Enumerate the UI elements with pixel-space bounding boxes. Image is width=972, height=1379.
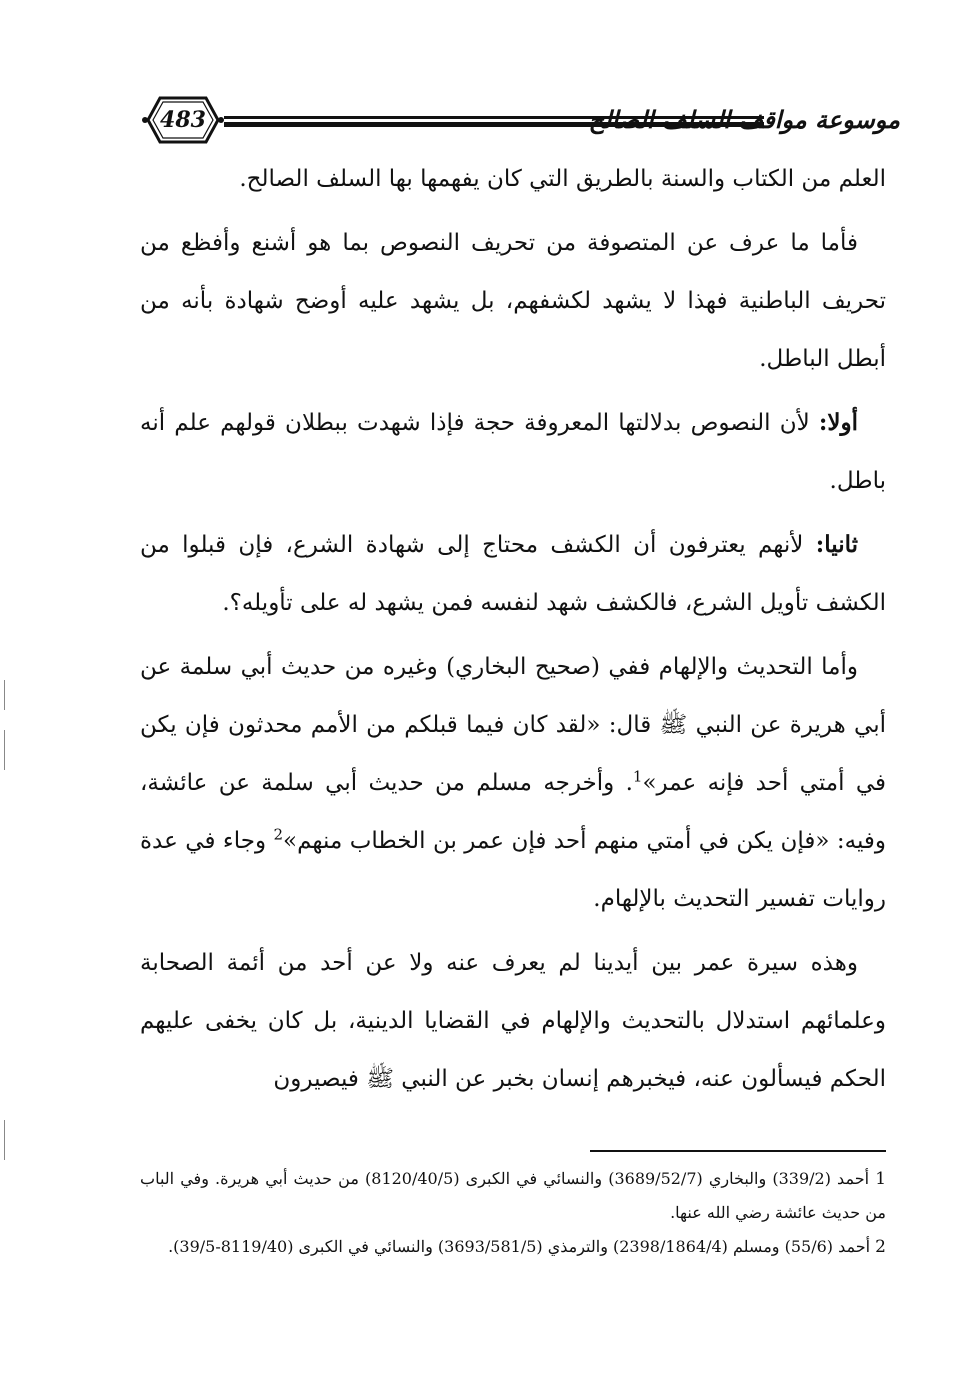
- page-header: [140, 92, 900, 152]
- footnotes: [140, 1162, 886, 1264]
- paragraph-text: فأما ما عرف عن المتصوفة من تحريف النصوص بما هو أشنع وأفظع من تحريف الباطنية فهذا لا يشهد لكشفهم، بل يشهد عليه أوضح شهادة بأنه من أبطل الباطل.: [140, 230, 886, 372]
- paragraph-text: لأنهم يعترفون أن الكشف محتاج إلى شهادة الشرع، فإن قبلوا من الكشف تأويل الشرع، فالكشف شهد لنفسه فمن يشهد له على تأويله؟.: [140, 532, 886, 616]
- footnote-separator: [590, 1150, 886, 1152]
- paragraph-text: وأما التحديث والإلهام ففي (صحيح البخاري) وغيره من حديث أبي سلمة عن أبي هريرة عن النبي ﷺ قال: «لقد كان فيما قبلكم من الأمم محدثون فإن يكن في أمتي أحد فإنه عمر»: [140, 654, 886, 796]
- paragraph-text: لأن النصوص بدلالتها المعروفة حجة فإذا شهدت ببطلان قولهم علم أنه باطل.: [140, 410, 886, 494]
- paragraph: [140, 638, 886, 928]
- paragraph: [140, 150, 886, 208]
- footnote-ref[interactable]: 2: [273, 825, 284, 844]
- footnote-number: 1: [875, 1169, 887, 1189]
- footnote: [140, 1162, 886, 1230]
- footnote-number: 2: [875, 1237, 886, 1257]
- paragraph-lead: أولا:: [818, 409, 858, 436]
- paragraph: [140, 394, 886, 510]
- page-number-badge: [140, 92, 226, 148]
- scan-margin-mark: [4, 1120, 5, 1160]
- footnote-ref[interactable]: 1: [632, 767, 643, 786]
- footnote-text: أحمد (339/2) والبخاري (3689/52/7) والنسائي في الكبرى (8120/40/5) من حديث أبي هريرة. وفي الباب من حديث عائشة رضي الله عنها.: [140, 1169, 886, 1222]
- paragraph-text: . وأخرجه مسلم من حديث أبي سلمة عن عائشة، وفيه: «فإن يكن في أمتي منهم أحد فإن عمر بن الخطاب منهم»: [140, 770, 887, 854]
- paragraph: [140, 214, 886, 388]
- series-title: موسوعة مواقف السلف الصالح: [588, 105, 900, 134]
- footnote: [140, 1230, 886, 1264]
- paragraph-text: وهذه سيرة عمر بين أيدينا لم يعرف عنه ولا عن أحد من أئمة الصحابة وعلمائهم استدلال بالتحديث والإلهام في القضايا الدينية، بل كان يخفى عليهم الحكم فيسألون عنه، فيخبرهم إنسان بخبر عن النبي ﷺ فيصيرون: [140, 950, 886, 1092]
- paragraph: [140, 934, 886, 1108]
- footnote-text: أحمد (55/6) ومسلم (2398/1864/4) والترمذي (3693/581/5) والنسائي في الكبرى (8119/40-39/5).: [168, 1237, 871, 1256]
- main-text: [140, 150, 886, 1114]
- paragraph-text: وجاء في عدة روايات تفسير التحديث بالإلهام.: [140, 828, 886, 912]
- scan-margin-mark: [4, 730, 5, 770]
- paragraph: [140, 516, 886, 632]
- paragraph-lead: ثانيا:: [815, 531, 858, 558]
- paragraph-text: العلم من الكتاب والسنة بالطريق التي كان يفهمها بها السلف الصالح.: [239, 166, 886, 192]
- page-number: 483: [160, 107, 206, 133]
- scan-margin-mark: [4, 680, 5, 710]
